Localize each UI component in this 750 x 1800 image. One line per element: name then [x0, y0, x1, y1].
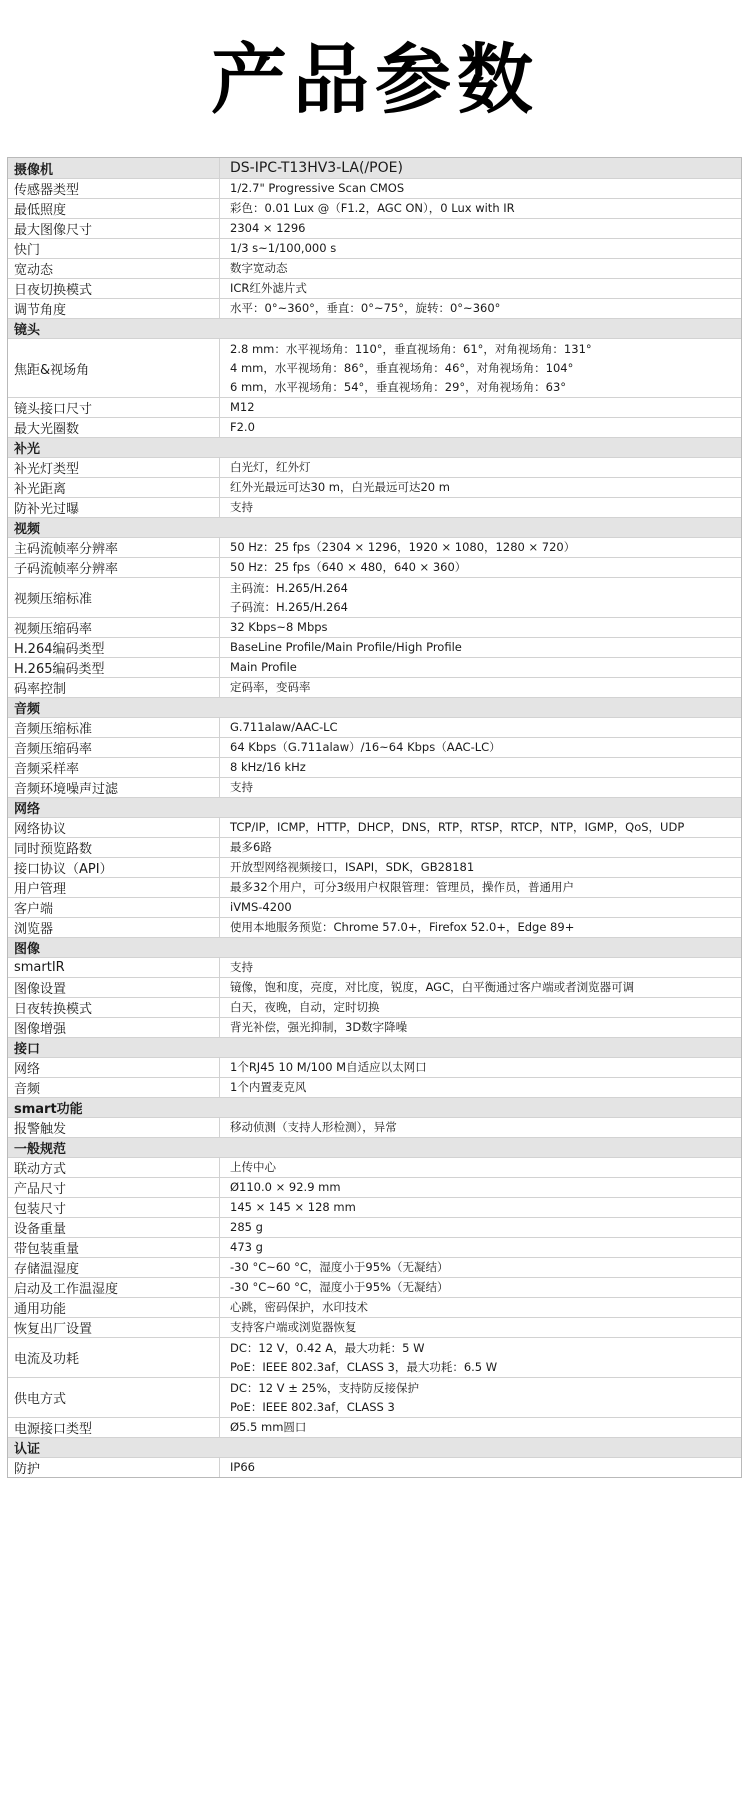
- spec-value: [220, 1298, 741, 1317]
- spec-value-line: 64 Kbps（G.711alaw）/16~64 Kbps（AAC-LC）: [230, 740, 501, 754]
- spec-value: [220, 898, 741, 917]
- spec-value-line: 支持客户端或浏览器恢复: [230, 1320, 357, 1334]
- spec-row: [8, 537, 741, 557]
- spec-label: 视频压缩码率: [8, 618, 220, 637]
- spec-value-line: 32 Kbps~8 Mbps: [230, 620, 328, 634]
- spec-row: [8, 278, 741, 298]
- spec-value-line: 开放型网络视频接口，ISAPI，SDK，GB28181: [230, 860, 475, 874]
- spec-value: [220, 738, 741, 757]
- section-title: 音频: [14, 702, 41, 717]
- section-header: [8, 1437, 741, 1457]
- spec-value: [220, 418, 741, 437]
- spec-label: 最大图像尺寸: [8, 219, 220, 238]
- spec-value-line: BaseLine Profile/Main Profile/High Profile: [230, 640, 462, 654]
- page-title: 产品参数: [211, 35, 539, 124]
- spec-label: 客户端: [8, 898, 220, 917]
- spec-value-line: 1/2.7" Progressive Scan CMOS: [230, 181, 405, 195]
- spec-value: [220, 1378, 741, 1417]
- spec-value: [220, 259, 741, 278]
- spec-row: [8, 457, 741, 477]
- spec-label: 包装尺寸: [8, 1198, 220, 1217]
- spec-label: 防护: [8, 1458, 220, 1477]
- spec-value: [220, 1058, 741, 1077]
- spec-label: H.264编码类型: [8, 638, 220, 657]
- spec-row: [8, 258, 741, 278]
- spec-value: [220, 758, 741, 777]
- spec-value-line: ICR红外滤片式: [230, 281, 307, 295]
- spec-row: [8, 837, 741, 857]
- spec-label: 电流及功耗: [8, 1338, 220, 1377]
- section-title: 补光: [14, 442, 41, 457]
- spec-row: [8, 817, 741, 837]
- spec-row: [8, 997, 741, 1017]
- spec-row: [8, 1277, 741, 1297]
- spec-row: [8, 917, 741, 937]
- spec-label: 焦距&视场角: [8, 339, 220, 397]
- spec-label: 传感器类型: [8, 179, 220, 198]
- spec-label: 接口协议（API）: [8, 858, 220, 877]
- spec-label: 补光灯类型: [8, 458, 220, 477]
- spec-label: 防补光过曝: [8, 498, 220, 517]
- spec-row: [8, 1257, 741, 1277]
- spec-value-line: 水平：0°~360°，垂直：0°~75°，旋转：0°~360°: [230, 301, 501, 315]
- spec-label: 带包装重量: [8, 1238, 220, 1257]
- spec-row: [8, 897, 741, 917]
- spec-value: [220, 878, 741, 897]
- spec-value-line: DC：12 V ± 25%，支持防反接保护: [230, 1380, 420, 1395]
- section-header: [8, 437, 741, 457]
- spec-row: [8, 1417, 741, 1437]
- spec-value-line: 最多6路: [230, 840, 272, 854]
- spec-value-line: 数字宽动态: [230, 261, 288, 275]
- spec-label: 启动及工作温湿度: [8, 1278, 220, 1297]
- spec-label: H.265编码类型: [8, 658, 220, 677]
- spec-row: [8, 397, 741, 417]
- spec-label: 摄像机: [8, 158, 220, 178]
- section-header: [8, 697, 741, 717]
- spec-value: [220, 1338, 741, 1377]
- spec-value-line: 支持: [230, 960, 253, 974]
- spec-label: 联动方式: [8, 1158, 220, 1177]
- spec-row: [8, 1197, 741, 1217]
- spec-value: [220, 1018, 741, 1037]
- spec-value: [220, 299, 741, 318]
- spec-label: smartIR: [8, 958, 220, 977]
- spec-row: [8, 777, 741, 797]
- model-row: [8, 158, 741, 178]
- spec-value: [220, 658, 741, 677]
- spec-value-line: 子码流：H.265/H.264: [230, 599, 348, 614]
- spec-row: [8, 617, 741, 637]
- section-title: 认证: [14, 1442, 41, 1457]
- spec-value-line: 4 mm，水平视场角：86°，垂直视场角：46°，对角视场角：104°: [230, 360, 574, 375]
- spec-value-line: 6 mm，水平视场角：54°，垂直视场角：29°，对角视场角：63°: [230, 379, 567, 394]
- spec-value: [220, 239, 741, 258]
- spec-value-line: 镜像，饱和度，亮度，对比度，锐度，AGC，白平衡通过客户端或者浏览器可调: [230, 980, 635, 994]
- spec-row: [8, 218, 741, 238]
- spec-value-line: F2.0: [230, 420, 255, 434]
- spec-row: [8, 477, 741, 497]
- spec-value-line: -30 °C~60 °C，湿度小于95%（无凝结）: [230, 1260, 449, 1274]
- spec-value: [220, 618, 741, 637]
- spec-value: [220, 638, 741, 657]
- spec-value: [220, 478, 741, 497]
- section-title: 图像: [14, 942, 41, 957]
- spec-value-line: 473 g: [230, 1240, 263, 1254]
- spec-label: 日夜切换模式: [8, 279, 220, 298]
- spec-row: [8, 857, 741, 877]
- spec-value: [220, 558, 741, 577]
- spec-value: [220, 179, 741, 198]
- spec-label: 码率控制: [8, 678, 220, 697]
- spec-row: [8, 1157, 741, 1177]
- section-header: [8, 1097, 741, 1117]
- section-title: smart功能: [14, 1102, 83, 1117]
- spec-row: [8, 717, 741, 737]
- spec-value: [220, 199, 741, 218]
- spec-row: [8, 577, 741, 617]
- spec-value-line: PoE：IEEE 802.3af，CLASS 3，最大功耗：6.5 W: [230, 1359, 498, 1374]
- section-title: 接口: [14, 1042, 41, 1057]
- spec-value: [220, 279, 741, 298]
- spec-value-line: Main Profile: [230, 660, 297, 674]
- spec-value-line: 2304 × 1296: [230, 221, 306, 235]
- spec-value: [220, 1258, 741, 1277]
- spec-label: 网络: [8, 1058, 220, 1077]
- spec-row: [8, 338, 741, 397]
- spec-value-line: iVMS-4200: [230, 900, 292, 914]
- spec-value-line: 白天，夜晚，自动，定时切换: [230, 1000, 380, 1014]
- spec-value-line: 1个RJ45 10 M/100 M自适应以太网口: [230, 1060, 427, 1074]
- spec-value: [220, 978, 741, 997]
- spec-value-line: 50 Hz：25 fps（640 × 480，640 × 360）: [230, 560, 467, 574]
- spec-value: [220, 158, 741, 178]
- spec-value-line: 红外光最远可达30 m，白光最远可达20 m: [230, 480, 450, 494]
- spec-label: 最大光圈数: [8, 418, 220, 437]
- spec-row: [8, 1217, 741, 1237]
- spec-value: [220, 678, 741, 697]
- spec-value-line: 支持: [230, 500, 253, 514]
- spec-value: [220, 1218, 741, 1237]
- spec-row: [8, 637, 741, 657]
- spec-label: 音频压缩标准: [8, 718, 220, 737]
- spec-value-line: 彩色：0.01 Lux @（F1.2，AGC ON），0 Lux with IR: [230, 201, 515, 215]
- spec-value-line: 最多32个用户，可分3级用户权限管理：管理员，操作员，普通用户: [230, 880, 574, 894]
- spec-row: [8, 1317, 741, 1337]
- spec-label: 音频环境噪声过滤: [8, 778, 220, 797]
- spec-label: 视频压缩标准: [8, 578, 220, 617]
- spec-value: [220, 1178, 741, 1197]
- spec-value: [220, 838, 741, 857]
- spec-value: [220, 339, 741, 397]
- spec-label: 最低照度: [8, 199, 220, 218]
- spec-label: 主码流帧率分辨率: [8, 538, 220, 557]
- spec-value-line: 支持: [230, 780, 253, 794]
- spec-value: [220, 1458, 741, 1477]
- spec-value-line: 2.8 mm：水平视场角：110°，垂直视场角：61°，对角视场角：131°: [230, 341, 592, 356]
- spec-label: 镜头接口尺寸: [8, 398, 220, 417]
- spec-row: [8, 677, 741, 697]
- spec-row: [8, 198, 741, 218]
- spec-row: [8, 1017, 741, 1037]
- spec-label: 图像设置: [8, 978, 220, 997]
- spec-value: [220, 718, 741, 737]
- section-header: [8, 517, 741, 537]
- spec-value-line: DC：12 V，0.42 A，最大功耗：5 W: [230, 1340, 425, 1355]
- spec-row: [8, 957, 741, 977]
- spec-value-line: PoE：IEEE 802.3af，CLASS 3: [230, 1399, 395, 1414]
- spec-label: 网络协议: [8, 818, 220, 837]
- spec-label: 音频采样率: [8, 758, 220, 777]
- section-header: [8, 318, 741, 338]
- spec-value: [220, 858, 741, 877]
- spec-row: [8, 757, 741, 777]
- spec-value: [220, 1318, 741, 1337]
- spec-label: 用户管理: [8, 878, 220, 897]
- spec-label: 浏览器: [8, 918, 220, 937]
- spec-label: 通用功能: [8, 1298, 220, 1317]
- section-header: [8, 1037, 741, 1057]
- spec-value-line: G.711alaw/AAC-LC: [230, 720, 338, 734]
- spec-row: [8, 238, 741, 258]
- spec-value-line: Ø110.0 × 92.9 mm: [230, 1180, 341, 1194]
- section-header: [8, 937, 741, 957]
- spec-row: [8, 1077, 741, 1097]
- spec-label: 供电方式: [8, 1378, 220, 1417]
- spec-label: 设备重量: [8, 1218, 220, 1237]
- spec-row: [8, 1117, 741, 1137]
- spec-value-line: 主码流：H.265/H.264: [230, 580, 348, 595]
- section-header: [8, 1137, 741, 1157]
- spec-row: [8, 1177, 741, 1197]
- spec-value: [220, 918, 741, 937]
- spec-label: 产品尺寸: [8, 1178, 220, 1197]
- spec-value-line: 使用本地服务预览：Chrome 57.0+，Firefox 52.0+，Edge 89+: [230, 920, 575, 934]
- spec-label: 快门: [8, 239, 220, 258]
- spec-row: [8, 178, 741, 198]
- spec-value: [220, 458, 741, 477]
- spec-row: [8, 1297, 741, 1317]
- spec-value: [220, 1158, 741, 1177]
- spec-row: [8, 298, 741, 318]
- spec-value: [220, 778, 741, 797]
- spec-row: [8, 737, 741, 757]
- spec-label: 同时预览路数: [8, 838, 220, 857]
- spec-row: [8, 1237, 741, 1257]
- spec-value: [220, 1278, 741, 1297]
- spec-row: [8, 1457, 741, 1477]
- spec-value-line: 移动侦测（支持人形检测），异常: [230, 1120, 397, 1134]
- spec-label: 补光距离: [8, 478, 220, 497]
- spec-label: 电源接口类型: [8, 1418, 220, 1437]
- section-header: [8, 797, 741, 817]
- spec-label: 宽动态: [8, 259, 220, 278]
- section-title: 网络: [14, 802, 41, 817]
- section-title: 镜头: [14, 323, 41, 338]
- spec-value-line: 心跳，密码保护，水印技术: [230, 1300, 368, 1314]
- spec-value-line: 背光补偿，强光抑制，3D数字降噪: [230, 1020, 408, 1034]
- spec-label: 调节角度: [8, 299, 220, 318]
- spec-value-line: Ø5.5 mm圆口: [230, 1420, 307, 1434]
- spec-row: [8, 417, 741, 437]
- spec-value-line: 145 × 145 × 128 mm: [230, 1200, 356, 1214]
- spec-value-line: IP66: [230, 1460, 255, 1474]
- spec-value: [220, 398, 741, 417]
- spec-label: 恢复出厂设置: [8, 1318, 220, 1337]
- spec-label: 存储温湿度: [8, 1258, 220, 1277]
- spec-value-line: 285 g: [230, 1220, 263, 1234]
- spec-label: 音频压缩码率: [8, 738, 220, 757]
- spec-value-line: M12: [230, 400, 255, 414]
- spec-value: [220, 1198, 741, 1217]
- spec-row: [8, 1337, 741, 1377]
- section-title: 视频: [14, 522, 41, 537]
- spec-label: 报警触发: [8, 1118, 220, 1137]
- spec-value-line: 上传中心: [230, 1160, 276, 1174]
- spec-value-line: -30 °C~60 °C，湿度小于95%（无凝结）: [230, 1280, 449, 1294]
- spec-label: 图像增强: [8, 1018, 220, 1037]
- spec-value-line: 1个内置麦克风: [230, 1080, 307, 1094]
- spec-value: [220, 1078, 741, 1097]
- spec-value: [220, 998, 741, 1017]
- spec-label: 子码流帧率分辨率: [8, 558, 220, 577]
- spec-value: [220, 219, 741, 238]
- spec-value-line: 8 kHz/16 kHz: [230, 760, 306, 774]
- spec-value: [220, 958, 741, 977]
- spec-value-line: 50 Hz：25 fps（2304 × 1296，1920 × 1080，1280 × 720）: [230, 540, 576, 554]
- spec-value-line: 白光灯，红外灯: [230, 460, 311, 474]
- spec-value-line: DS-IPC-T13HV3-LA(/POE): [230, 159, 403, 176]
- spec-label: 音频: [8, 1078, 220, 1097]
- spec-value-line: 定码率，变码率: [230, 680, 311, 694]
- spec-value: [220, 578, 741, 617]
- spec-label: 日夜转换模式: [8, 998, 220, 1017]
- section-title: 一般规范: [14, 1142, 67, 1157]
- spec-row: [8, 977, 741, 997]
- spec-value: [220, 1238, 741, 1257]
- spec-value-line: TCP/IP，ICMP，HTTP，DHCP，DNS，RTP，RTSP，RTCP，NTP，IGMP，QoS，UDP: [230, 820, 685, 834]
- spec-row: [8, 1377, 741, 1417]
- spec-row: [8, 557, 741, 577]
- spec-value-line: 1/3 s~1/100,000 s: [230, 241, 337, 255]
- spec-value: [220, 1118, 741, 1137]
- spec-row: [8, 877, 741, 897]
- spec-row: [8, 497, 741, 517]
- spec-row: [8, 657, 741, 677]
- spec-value: [220, 818, 741, 837]
- spec-value: [220, 538, 741, 557]
- spec-value: [220, 498, 741, 517]
- spec-row: [8, 1057, 741, 1077]
- spec-value: [220, 1418, 741, 1437]
- spec-table: [7, 157, 742, 1478]
